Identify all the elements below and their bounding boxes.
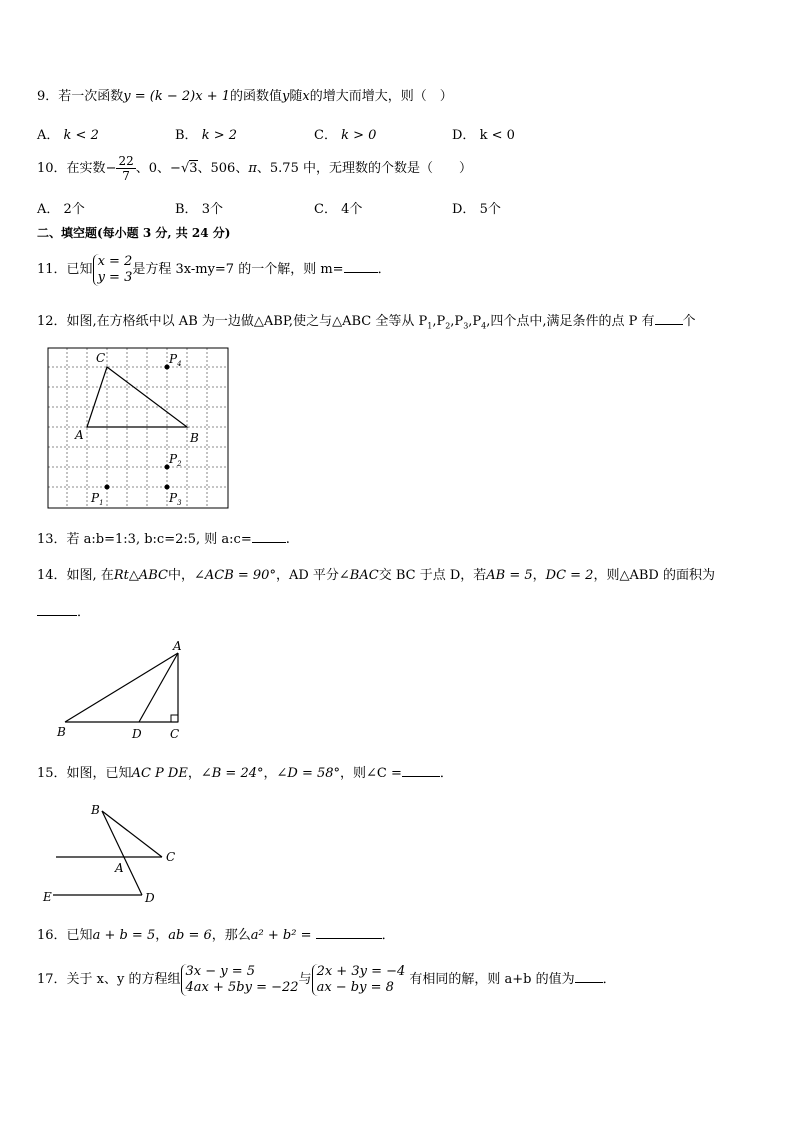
label-c: C [96, 351, 106, 365]
q13-number: 13． [37, 532, 67, 547]
q14-answer-blank[interactable] [37, 603, 77, 616]
q11-number: 11． [37, 262, 67, 277]
q15-parallel-figure [38, 798, 188, 906]
q10-option-a[interactable]: A． 2个 [37, 202, 85, 217]
label-c: C [166, 850, 176, 864]
q10-fraction: $\frac{22}{7}$ [118, 154, 134, 183]
label-d: D [132, 727, 142, 741]
q15-answer-blank[interactable] [402, 764, 440, 777]
q12-answer-blank[interactable] [655, 312, 683, 325]
q10-option-d[interactable]: D． 5个 [452, 202, 501, 217]
label-p3: $P_3$ [169, 491, 182, 507]
q12-number: 12． [37, 314, 67, 329]
q9-function: y = (k − 2)x + 1 [123, 89, 231, 104]
q10-number: 10． [37, 161, 67, 176]
label-b: B [57, 725, 66, 739]
q11-stem: 11．已知 x = 2 y = 3 是方程 3x-my=7 的一个解，则 m= ． [37, 253, 391, 285]
label-p2: $P_2$ [169, 452, 182, 468]
q16-answer-blank[interactable] [316, 926, 382, 939]
q9-option-d[interactable]: D． k < 0 [452, 128, 515, 143]
triangle-abc [87, 367, 187, 427]
q13-answer-blank[interactable] [252, 530, 286, 543]
q14-answer-line: ． [37, 603, 90, 622]
q17-system-2: 2x + 3y = −4 ax − by = 8 [312, 964, 406, 996]
q12-grid-figure [47, 347, 229, 509]
label-a: A [75, 428, 84, 442]
q9-number: 9． [37, 89, 59, 104]
q9-option-c[interactable]: C． k > 0 [314, 128, 377, 143]
q17-system-1: 3x − y = 5 4ax + 5by = −22 [181, 964, 299, 996]
q9-option-b[interactable]: B． k > 2 [175, 128, 238, 143]
q9-stem: 9．若一次函数y = (k − 2)x + 1的函数值y随x的增大而增大，则（ ） [37, 89, 453, 104]
q12-stem: 12．如图,在方格纸中以 AB 为一边做△ABP,使之与△ABC 全等从 $P_1,P_2,P_3,P_4$,四个点中,满足条件的点 P 有 个 [37, 314, 696, 331]
q17-answer-blank[interactable] [575, 970, 603, 983]
q11-answer-blank[interactable] [344, 260, 378, 273]
q17-stem: 17．关于 x、y 的方程组 3x − y = 5 4ax + 5by = −22 与 2x + 3y = −4 ax − by = 8 有相同的解，则 a+b 的值为 ． [37, 963, 616, 995]
label-b: B [91, 803, 100, 817]
q10-sqrt: √3 [180, 161, 198, 176]
label-p1: $P_1$ [91, 491, 104, 507]
q10-stem: 10．在实数− $\frac{22}{7}$ 、0、−√3、506、π、5.75 中，无理数的个数是（ ） [37, 154, 472, 183]
label-b: B [190, 431, 199, 445]
point-p1 [105, 485, 110, 490]
q15-number: 15． [37, 766, 67, 781]
label-p4: $P_4$ [169, 352, 182, 368]
label-e: E [43, 890, 52, 904]
point-p3 [165, 485, 170, 490]
label-a: A [173, 640, 182, 653]
label-c: C [170, 727, 180, 741]
q11-system: x = 2 y = 3 [93, 254, 133, 286]
label-d: D [145, 891, 155, 905]
label-a: A [115, 861, 124, 875]
section-heading-fill-blank: 二、填空题(每小题 3 分, 共 24 分) [37, 226, 231, 240]
q10-option-b[interactable]: B． 3个 [175, 202, 223, 217]
q17-number: 17． [37, 972, 67, 987]
q13-stem: 13．若 a:b=1:3, b:c=2:5, 则 a:c= . [37, 532, 290, 547]
q10-option-c[interactable]: C． 4个 [314, 202, 363, 217]
q16-stem: 16．已知a + b = 5，ab = 6，那么a² + b² = ． [37, 928, 395, 943]
q9-option-a[interactable]: A． k < 2 [37, 128, 99, 143]
q14-number: 14． [37, 568, 67, 583]
q14-stem: 14．如图, 在Rt△ABC中，∠ACB = 90°，AD 平分∠BAC交 BC 于点 D，若AB = 5，DC = 2，则△ABD 的面积为 [37, 568, 715, 583]
q16-number: 16． [37, 928, 67, 943]
q15-stem: 15．如图，已知AC P DE，∠B = 24°，∠D = 58°，则∠C = ． [37, 766, 453, 781]
q14-triangle-figure [52, 640, 192, 744]
